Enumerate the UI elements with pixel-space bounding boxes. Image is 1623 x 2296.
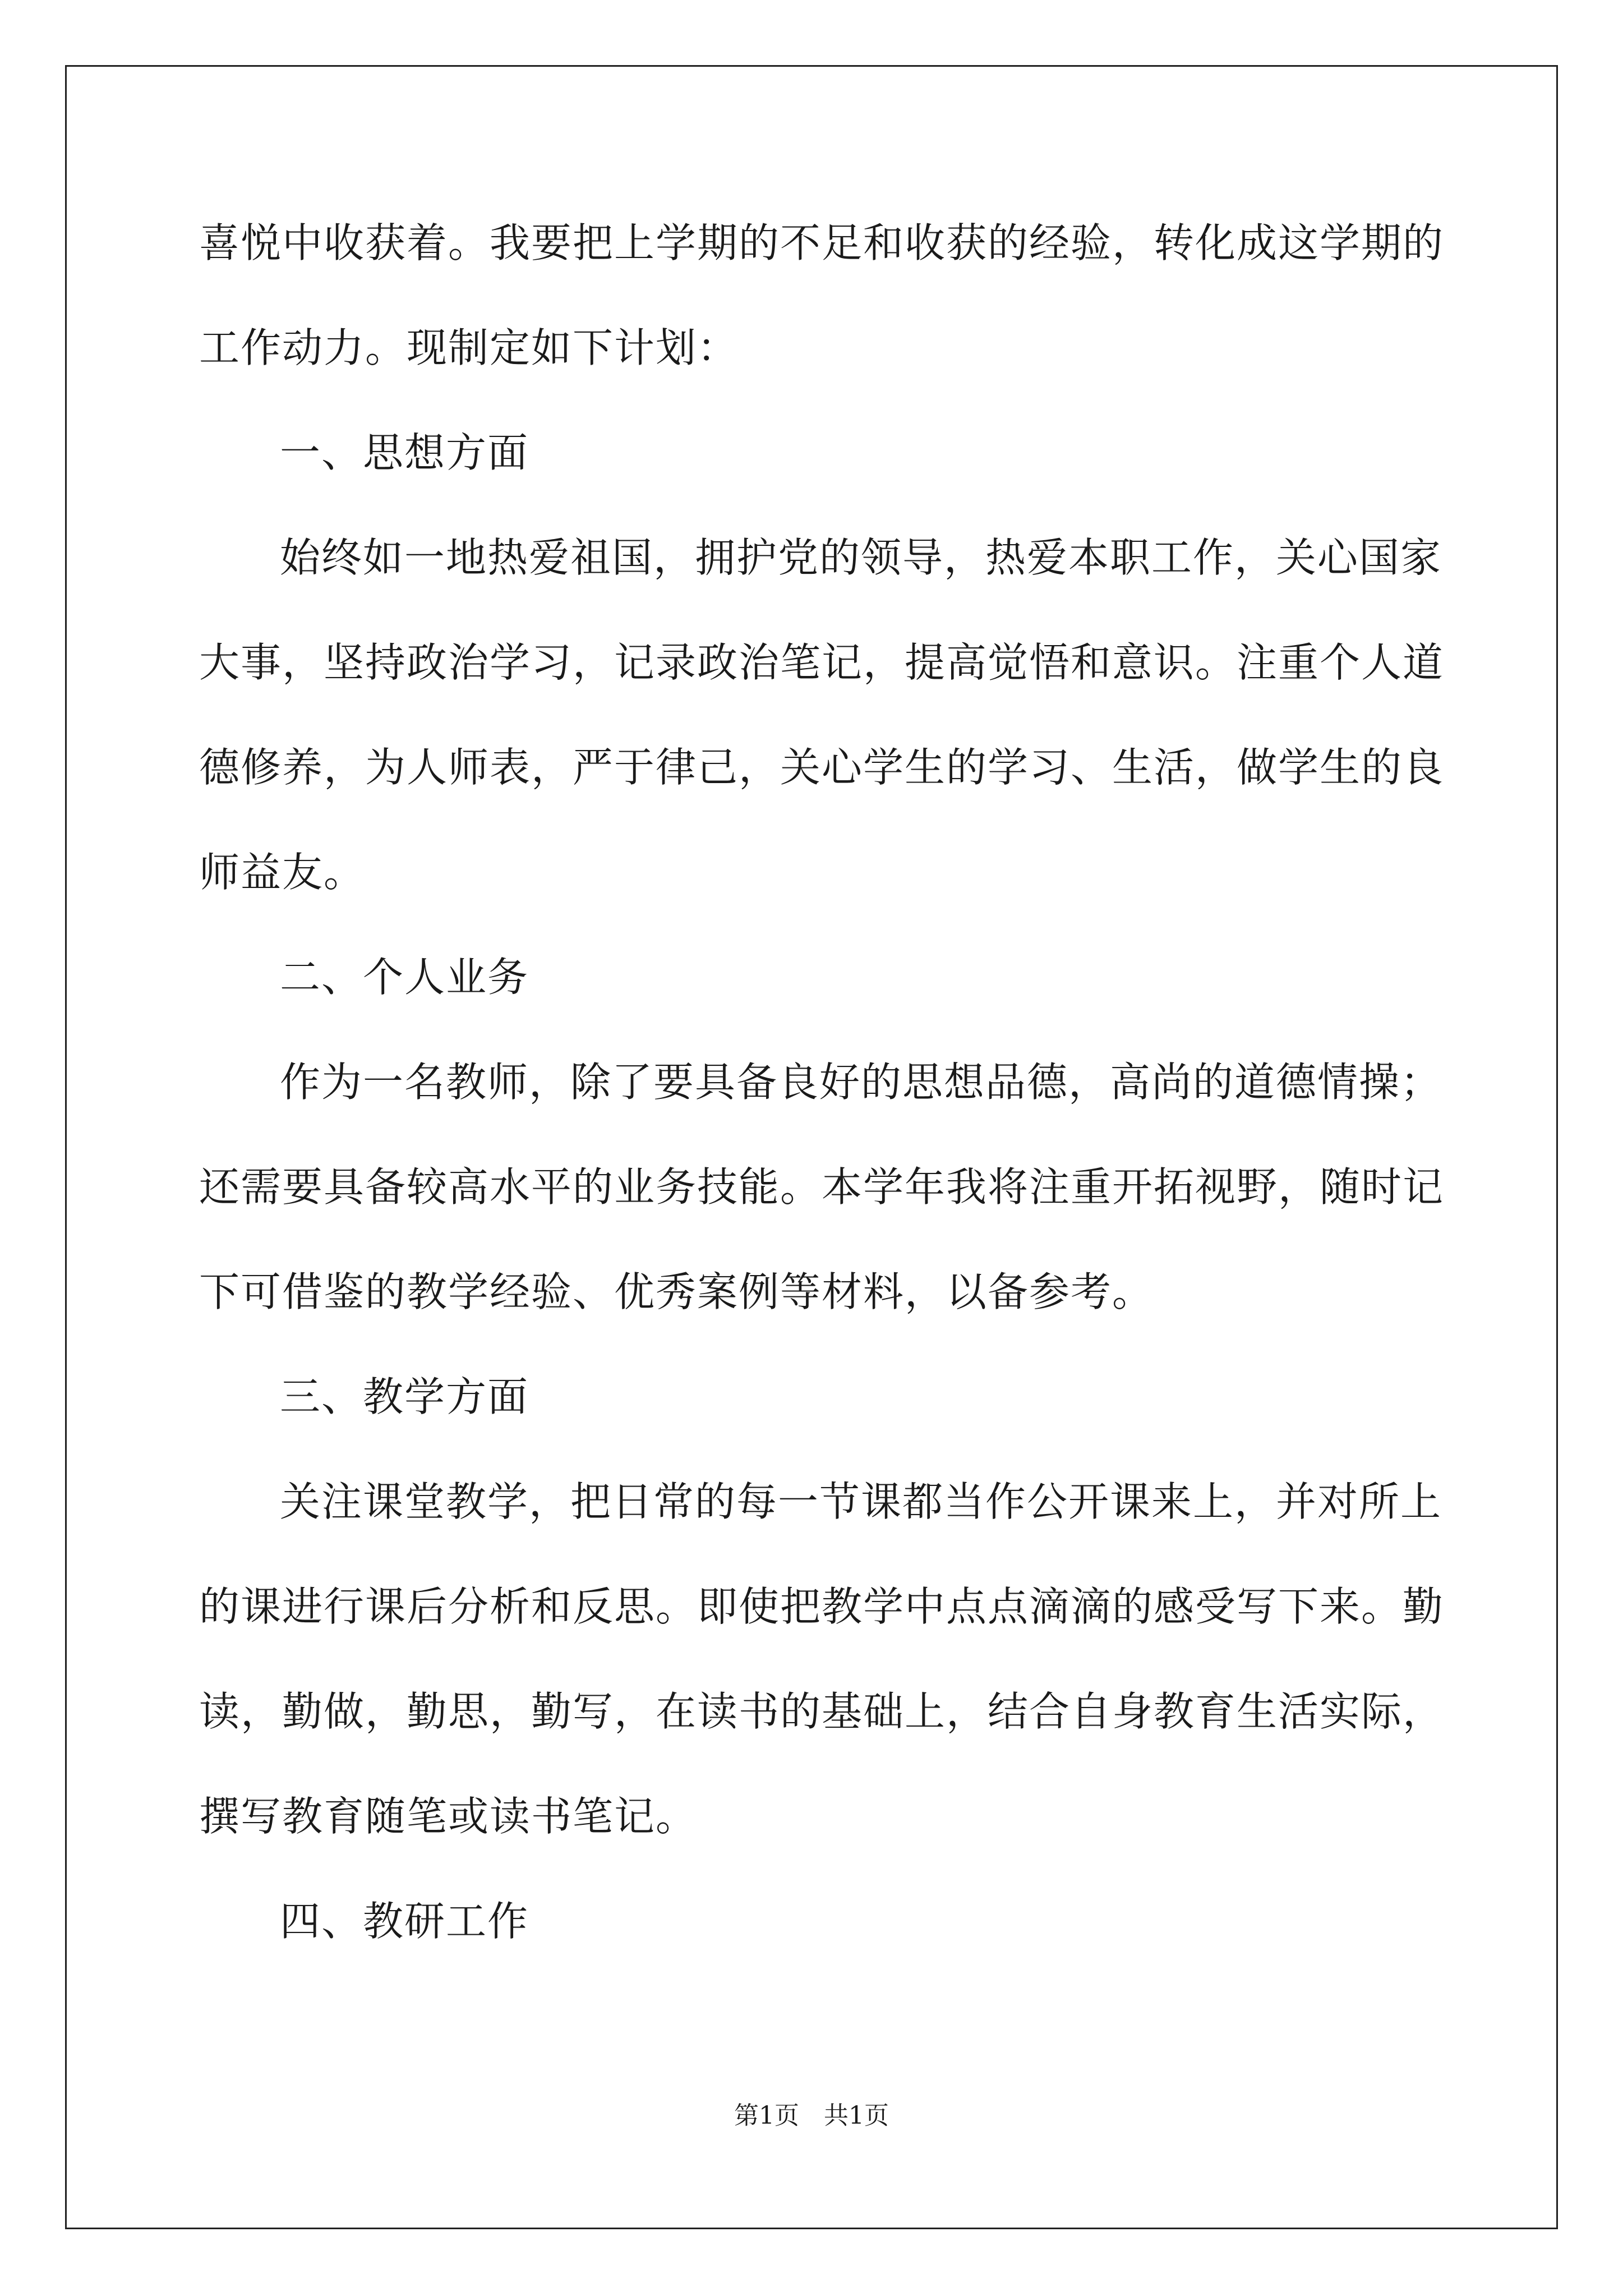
document-body [199,216,1445,1948]
paragraph-line: 德修养，为人师表，严于律己，关心学生的学习、生活，做学生的良 [199,744,1445,791]
section-heading-research: 四、教研工作 [280,1898,529,1945]
paragraph-line: 师益友。 [199,849,366,896]
paragraph-line: 大事，坚持政治学习，记录政治笔记，提高觉悟和意识。注重个人道 [199,639,1445,686]
section-heading-teaching: 三、教学方面 [280,1373,529,1420]
paragraph-line: 关注课堂教学，把日常的每一节课都当作公开课来上，并对所上 [280,1478,1442,1525]
page-number-footer: 第1页 共1页 [734,2101,889,2130]
paragraph-line: 读，勤做，勤思，勤写，在读书的基础上，结合自身教育生活实际， [199,1688,1445,1735]
paragraph-line: 还需要具备较高水平的业务技能。本学年我将注重开拓视野，随时记 [199,1163,1445,1211]
paragraph-line: 喜悦中收获着。我要把上学期的不足和收获的经验，转化成这学期的 [199,219,1445,266]
section-heading-personal-business: 二、个人业务 [280,954,529,1001]
paragraph-line: 作为一名教师，除了要具备良好的思想品德，高尚的道德情操； [280,1059,1442,1106]
paragraph-line: 始终如一地热爱祖国，拥护党的领导，热爱本职工作，关心国家 [280,534,1442,581]
section-heading-thought: 一、思想方面 [280,429,529,476]
paragraph-line: 下可借鉴的教学经验、优秀案例等材料，以备参考。 [199,1268,1154,1315]
paragraph-line: 的课进行课后分析和反思。即使把教学中点点滴滴的感受写下来。勤 [199,1583,1445,1630]
paragraph-line: 撰写教育随笔或读书笔记。 [199,1793,698,1840]
paragraph-line: 工作动力。现制定如下计划： [199,324,739,371]
